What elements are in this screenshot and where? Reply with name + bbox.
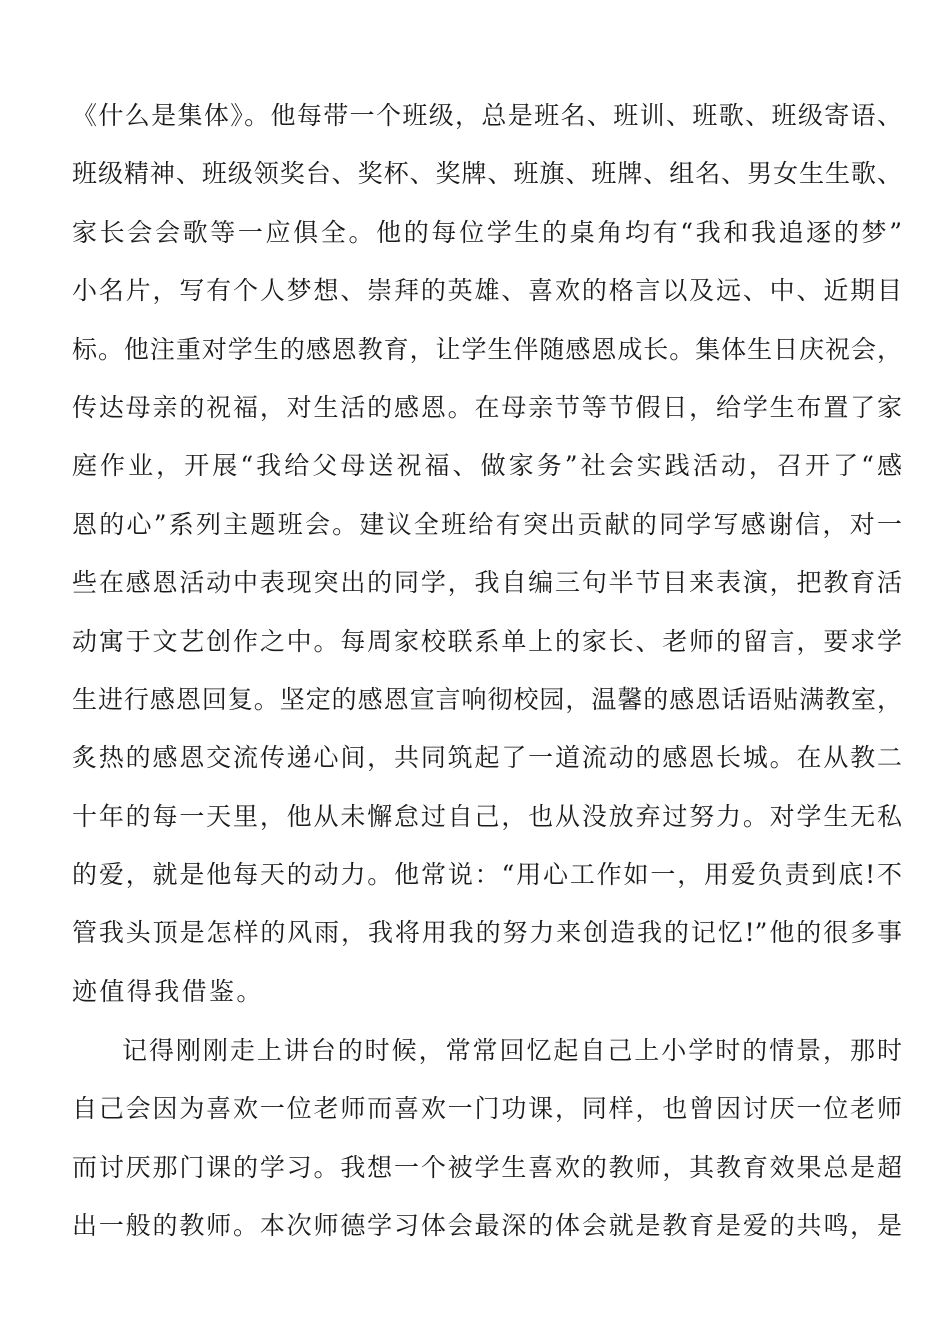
paragraph-line: 恩的心”系列主题班会。建议全班给有突出贡献的同学写感谢信，对一 [72, 509, 902, 539]
paragraph-2 [72, 1022, 902, 1256]
paragraph-line: 炙热的感恩交流传递心间，共同筑起了一道流动的感恩长城。在从教二 [72, 743, 902, 773]
paragraph-1 [72, 87, 902, 1021]
paragraph-line: 动寓于文艺创作之中。每周家校联系单上的家长、老师的留言，要求学 [72, 626, 902, 656]
paragraph-line: 的爱，就是他每天的动力。他常说：“用心工作如一，用爱负责到底!不 [72, 860, 902, 890]
paragraph-line: 小名片，写有个人梦想、崇拜的英雄、喜欢的格言以及远、中、近期目 [72, 276, 902, 306]
paragraph-line: 传达母亲的祝福，对生活的感恩。在母亲节等节假日，给学生布置了家 [72, 392, 902, 422]
paragraph-line: 管我头顶是怎样的风雨，我将用我的努力来创造我的记忆!”他的很多事 [72, 918, 902, 948]
paragraph-line: 家长会会歌等一应俱全。他的每位学生的桌角均有“我和我追逐的梦” [72, 217, 902, 247]
paragraph-line: 生进行感恩回复。坚定的感恩宣言响彻校园，温馨的感恩话语贴满教室， [72, 684, 902, 714]
paragraph-line: 出一般的教师。本次师德学习体会最深的体会就是教育是爱的共鸣，是 [72, 1211, 902, 1241]
paragraph-line: 庭作业，开展“我给父母送祝福、做家务”社会实践活动，召开了“感 [72, 451, 902, 481]
paragraph-line: 些在感恩活动中表现突出的同学，我自编三句半节目来表演，把教育活 [72, 568, 902, 598]
paragraph-line: 而讨厌那门课的学习。我想一个被学生喜欢的教师，其教育效果总是超 [72, 1152, 902, 1182]
paragraph-line: 十年的每一天里，他从未懈怠过自己，也从没放弃过努力。对学生无私 [72, 801, 902, 831]
paragraph-line: 标。他注重对学生的感恩教育，让学生伴随感恩成长。集体生日庆祝会， [72, 334, 902, 364]
paragraph-line: 自己会因为喜欢一位老师而喜欢一门功课，同样，也曾因讨厌一位老师 [72, 1094, 902, 1124]
paragraph-line: 记得刚刚走上讲台的时候，常常回忆起自己上小学时的情景，那时 [122, 1036, 902, 1065]
paragraph-line: 《什么是集体》。他每带一个班级，总是班名、班训、班歌、班级寄语、 [72, 101, 902, 130]
paragraph-line: 班级精神、班级领奖台、奖杯、奖牌、班旗、班牌、组名、男女生生歌、 [72, 159, 902, 189]
paragraph-line: 迹值得我借鉴。 [72, 976, 264, 1006]
